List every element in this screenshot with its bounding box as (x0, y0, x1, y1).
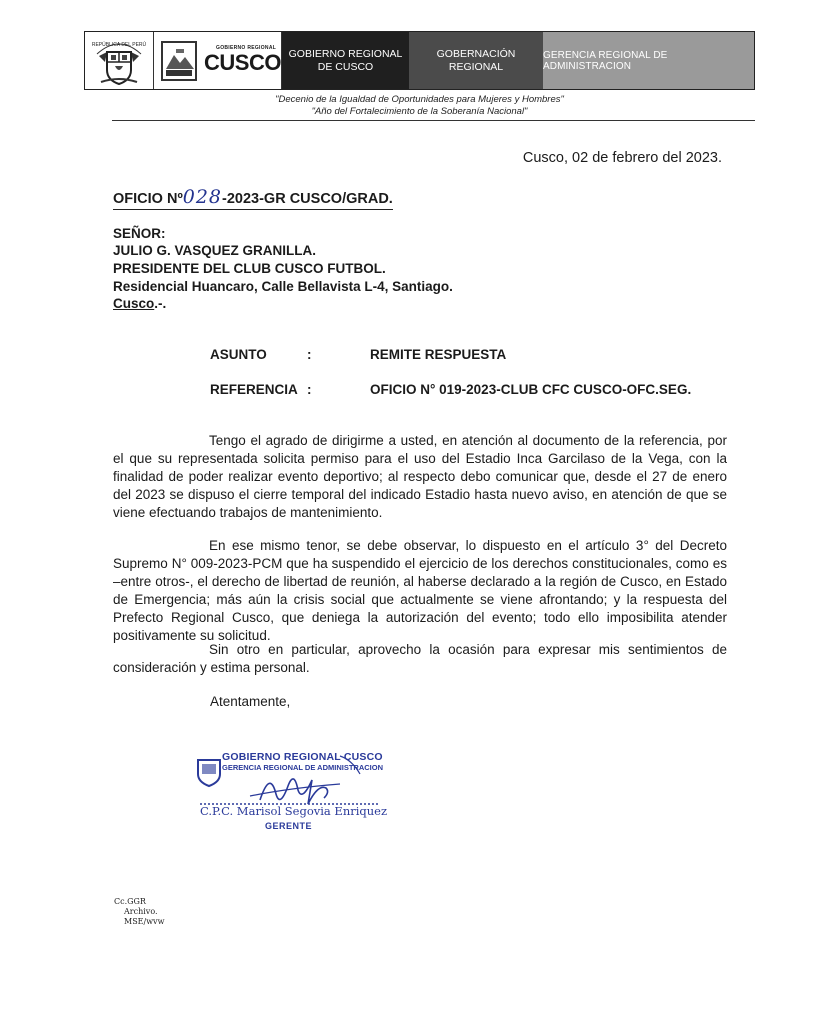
body-paragraph-2-text: En ese mismo tenor, se debe observar, lo dispuesto en el artículo 3° del Decreto Supremo N° 009-2023-PCM que ha suspendido el ejercicio de los derechos constitucionales, como es –entre otros-, el derecho de libertad de reunión, al haberse declarado a la región de Cusco, en Estado de Emergencia; más aún la crisis social que actualmente se viene afrontando; y la respuesta del Prefecto Regional Cusco, que deniega la autorización del evento; todo ello imposibilita atender positivamente su solicitud. (113, 538, 727, 643)
recipient-city-name: Cusco (113, 296, 155, 311)
copy-line: Cc.GGR (114, 897, 146, 906)
shield-label: REPÚBLICA DEL PERÚ (91, 42, 147, 48)
oficio-number (113, 186, 393, 210)
cusco-emblem-icon (160, 39, 200, 83)
referencia-label: REFERENCIA (210, 382, 298, 397)
asunto-label: ASUNTO (210, 347, 267, 362)
body-paragraph-1-text: Tengo el agrado de dirigirme a usted, en atención al documento de la referencia, por el que su representada solicita permiso para el uso del Estadio Inca Garcilaso de la Vega, con la finalidad de poder realizar evento deportivo; al respecto debo comunicar que, desde el 27 de enero del 2023 se dispuso el cierre temporal del indicado Estadio hasta nuevo aviso, en atención de que se viene efectuando trabajos de mantenimiento. (113, 433, 727, 520)
oficio-handwritten-number: 028 (182, 186, 223, 208)
panel-gobernacion-line1: GOBERNACIÓN (436, 47, 516, 60)
anio-line: "Año del Fortalecimiento de la Soberanía Nacional" (311, 106, 528, 117)
copy-line: MSE/wvw (124, 917, 165, 926)
panel-gobernacion-line2: REGIONAL (448, 60, 504, 73)
body-paragraph (113, 432, 727, 522)
header-banner (84, 31, 755, 90)
panel-gobierno-line1: GOBIERNO REGIONAL (288, 47, 403, 60)
recipient-address: Residencial Huancaro, Calle Bellavista L-4, Santiago. (113, 279, 453, 294)
recipient-title: PRESIDENTE DEL CLUB CUSCO FUTBOL. (113, 261, 386, 276)
referencia-value: OFICIO N° 019-2023-CLUB CFC CUSCO-OFC.SEG. (370, 382, 692, 397)
recipient-city (113, 296, 166, 311)
cusco-logo (154, 32, 282, 89)
stamp-line1: GOBIERNO REGIONAL CUSCO (222, 751, 383, 763)
body-paragraph (113, 537, 727, 645)
body-paragraph-3-text: Sin otro en particular, aprovecho la ocasión para expresar mis sentimientos de consideración y estima personal. (113, 642, 727, 675)
letter-date: Cusco, 02 de febrero del 2023. (522, 150, 722, 166)
panel-gobierno-regional (282, 32, 409, 89)
recipient-salutation: SEÑOR: (113, 226, 166, 241)
cusco-logo-small-text: GOBIERNO REGIONAL (216, 44, 277, 51)
asunto-colon: : (307, 347, 312, 362)
copy-line: Archivo. (124, 907, 158, 916)
decenio-line: "Decenio de la Igualdad de Oportunidades para Mujeres y Hombres" (275, 94, 564, 105)
cusco-logo-brand: CUSCO (204, 49, 281, 75)
panel-gerencia: GERENCIA REGIONAL DE ADMINISTRACION (543, 32, 754, 89)
stamp-line2: GERENCIA REGIONAL DE ADMINISTRACION (222, 763, 383, 772)
signature-block (190, 748, 430, 858)
header-divider (112, 120, 755, 121)
panel-gobernacion (409, 32, 543, 89)
peru-coat-of-arms-icon (85, 32, 153, 89)
oficio-prefix: OFICIO Nº (113, 191, 183, 207)
referencia-colon: : (307, 382, 312, 397)
asunto-value: REMITE RESPUESTA (370, 347, 507, 362)
body-paragraph (113, 641, 727, 677)
signatory-name: C.P.C. Marisol Segovia Enriquez (200, 804, 388, 818)
signatory-role: GERENTE (265, 821, 313, 831)
closing-text: Atentamente, (210, 694, 291, 709)
recipient-name: JULIO G. VASQUEZ GRANILLA. (113, 243, 317, 258)
oficio-suffix: -2023-GR CUSCO/GRAD. (222, 191, 393, 207)
recipient-city-suffix: .-. (154, 296, 167, 311)
peru-shield-logo (85, 32, 154, 89)
panel-gobierno-line2: DE CUSCO (317, 60, 374, 73)
